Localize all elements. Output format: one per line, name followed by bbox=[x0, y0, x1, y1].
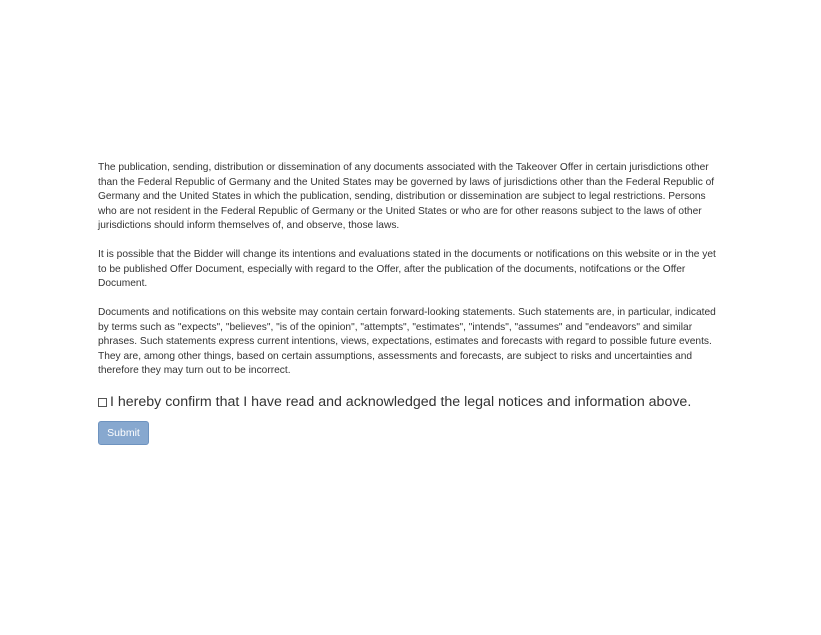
notice-paragraph-forward-looking: Documents and notifications on this website may contain certain forward-looking statements. Such statements are, in particular, indicated by terms such as "expects", "believes", "is of the opinion", "attempts", "estimates", "intends", "assumes" and "endeavors" and similar phrases. Such statements express current intentions, views, expectations, estimates and forecasts with regard to possible future events. They are, among other things, based on certain assumptions, assessments and forecasts, are subject to risks and uncertainties and therefore they may turn out to be incorrect. bbox=[98, 307, 716, 376]
confirmation-row[interactable] bbox=[98, 393, 716, 411]
confirm-checkbox[interactable] bbox=[98, 398, 107, 407]
submit-button[interactable]: Submit bbox=[98, 421, 149, 445]
notice-paragraph-jurisdictions: The publication, sending, distribution or dissemination of any documents associated with the Takeover Offer in certain jurisdictions other than the Federal Republic of Germany and the United States may be governed by laws of jurisdictions other than the Federal Republic of Germany and the United States in which the publication, sending, distribution or dissemination are subject to legal restrictions. Persons who are not resident in the Federal Republic of Germany or the United States or who are for other reasons subject to the laws of other jurisdictions should inform themselves of, and observe, those laws. bbox=[98, 162, 715, 231]
notice-paragraph-bidder-intentions: It is possible that the Bidder will change its intentions and evaluations stated in the documents or notifications on this website or in the yet to be published Offer Document, especially with regard to the Offer, after the publication of the documents, notifcations or the Offer Document. bbox=[98, 249, 716, 289]
confirm-label[interactable]: I hereby confirm that I have read and acknowledged the legal notices and information above. bbox=[110, 394, 692, 410]
legal-notice-form bbox=[98, 161, 716, 445]
